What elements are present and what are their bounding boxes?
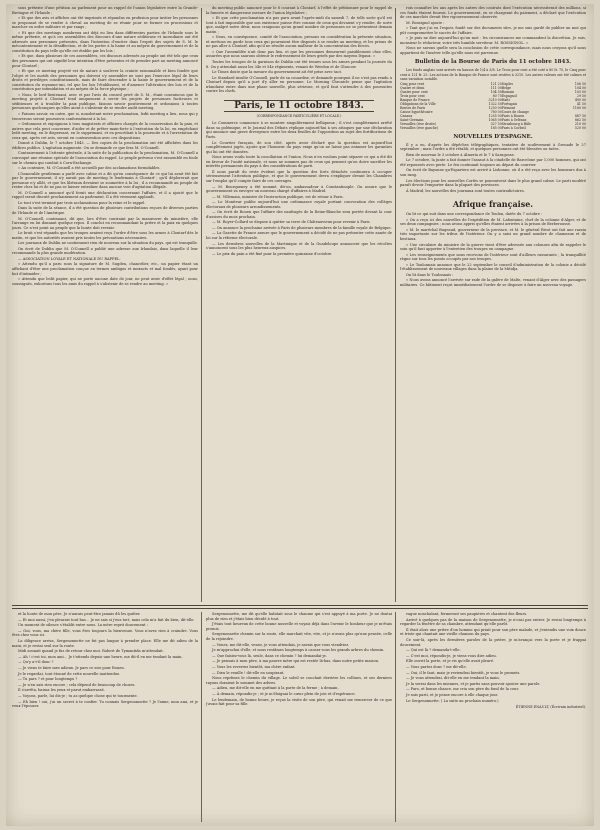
paragraph: « Nous avons annoncé l'arrivée sur rade de la galère de Malte, venant d'Alger avec des passagers militaires. Ce bâtiment reçut immédiatement l'ordre de se disposer à faire un nouveau voyage. xyxy=(400,278,586,287)
paragraph: « Nous, le lord-lieutenant, avec et par l'avis du conseil privé de S. M., étant convaincus que le meeting projeté à Clontarf tend uniquement à servir les projets de personnes factieuses et séditieuses et à troubler la paix publique, faisons savoir positivement et ordonnons à toutes personnes quelconques qu'elles aient à s'abstenir de se rendre audit meeting. xyxy=(12,92,198,111)
paragraph: — Et moi aussi, j'en pleurais tout bas… Je ne sais si j'eus tort, mais cela m'a fait du bien, dit-elle. xyxy=(18,617,195,622)
bourse-cell: 104 50 xyxy=(490,89,502,94)
paragraph: « Attendu que ledit papier, qui ne porte aucune date de jour, ne peut avoir d'effet légal ; nous, soussignés, exhortons tous les amis du rappel à s'abstenir de se rendre au meeting. » xyxy=(12,277,198,286)
paragraph: — Dieu le veuille ! dit-elle en soupirant. xyxy=(212,670,285,675)
espagne-heading: NOUVELLES D'ESPAGNE. xyxy=(453,133,533,140)
paragraph: Les journaux de Dublin ne contiennent rien de nouveau sur la situation du pays, qui est tranquille. xyxy=(18,241,198,246)
paragraph: L'honorable gentleman a parlé avec calme et a dit qu'en conséquence de ce qui lui avait été fait par le gouvernement, il n'y aurait pas de meeting le lendemain à Clontarf ; qu'il déplorerait que personne n'y allât, et que les libéraux devaient se soumettre à la loi ; il a recommandé au peuple de rester chez lui et de ne pas se laisser entraîner dans aucune voie d'agitation illégale. xyxy=(12,171,198,190)
bourse-cell: 1065 00 xyxy=(488,117,502,122)
paragraph: M. O'Connell a annoncé qu'il ferait une déclaration concernant l'affaire, et il a ajouté que le rappel serait discuté prochainement au parlement. Il a été vivement applaudi. xyxy=(12,190,198,200)
bourse-bulletin xyxy=(400,59,586,129)
bourse-cell: Quatre et demi xyxy=(400,85,425,90)
paragraph: — ASSOCIATION LOYALE ET NATIONALE DU RAPPEL. xyxy=(18,256,121,261)
bourse-cell: 1180 00 xyxy=(572,105,586,110)
paragraph: Un moment de silence s'établit entre nous. La mère reprit doucement : xyxy=(18,623,148,628)
paragraph: « Une circulaire du ministre de la guerre vient d'être adressée aux colonnes afin de rappeler le soin qu'il faut apporter à l'entretien des troupes en campagne. xyxy=(400,242,586,252)
feuilleton-column-1 xyxy=(12,612,198,822)
paragraph: Le Sergenonnette. ( La suite au prochain numéro.) xyxy=(406,698,499,703)
bourse-cell: 780 00 xyxy=(490,109,502,114)
feuilleton-column-2 xyxy=(206,612,392,822)
column-rule xyxy=(201,612,202,822)
bourse-cell: 185 00 xyxy=(490,125,502,130)
paragraph: du meeting public annoncé pour le 8 courant à Clontarf, à l'effet de pétitionner pour le rappel de la funeste et dangereuse mesure de l'union législative ; xyxy=(206,6,392,15)
paragraph: vague nonchalant, fermeront ses paupières et chantent des fleurs. xyxy=(406,612,528,616)
paragraph: « M. le maréchal Bugeaud, gouverneur de la province, et M. le général Rivot ont fait une razzia très importante sur les tribus de l'intérieur. On y a saisi un grand nombre de chameaux et de bestiaux. xyxy=(400,227,586,241)
paragraph: — Oui, il le faut, mais je reviendrai bientôt, je vous le promets. xyxy=(406,670,521,675)
bourse-cell: 103 00 xyxy=(574,89,586,94)
bourse-cell: Portugais xyxy=(501,101,518,106)
paragraph: Les élections pour les nouvelles Cortès se poursuivent dans le plus grand calme. Le parti modéré paraît devoir l'emporter dans la plupart des provinces. xyxy=(400,178,586,188)
paragraph: — À demain, répondis-je ; et je m'éloignai le cœur plein de joie et d'espérance. xyxy=(212,691,356,696)
paragraph: Nous reprîmes le chemin du village. Le soleil se couchait derrière les collines, et ses derniers rayons doraient le sommet des arbres. xyxy=(206,676,392,685)
bourse-cell: Espagnol xyxy=(501,93,517,98)
bourse-cell: Romain xyxy=(501,89,515,94)
bourse-cell: 887 50 xyxy=(574,113,586,118)
paragraph: — Vous partez donc ? me dit-elle. xyxy=(406,664,467,669)
column-rule xyxy=(395,8,396,602)
bourse-cell: Cinq pour cent xyxy=(400,81,425,86)
paragraph: « Les renseignements que nous recevons de l'intérieur sont d'ailleurs rassurants ; la tranquillité règne sur tous les points occupés par nos troupes. xyxy=(400,252,586,262)
bourse-cell: 490 00 xyxy=(574,97,586,102)
paragraph: Le Standard insulte O'Connell, parle de sa couardise, et demande pourquoi il ne s'est pas rendu à Clontarf depuis qu'il a juré d'y aller en personne. Le Morning Chronicle pense que l'agitation irlandaise entre dans une phase nouvelle, plus sérieuse, et qu'il faut s'attendre à des poursuites contre les chefs. xyxy=(206,75,392,94)
paragraph: « Et que des meetings nombreux ont déjà eu lieu dans différentes parties de l'Irlande sous le même prétexte, et qu'à ces assemblées des discours d'une nature séditieuse et incendiaire ont été adressés aux personnes présentes, dans l'intention d'exciter dans l'esprit des sujets de S. M. le mécontentement et la désaffection, et de les porter à la haine et au mépris du gouvernement et de la constitution du pays telle qu'elle est établie par les lois ; xyxy=(12,30,198,53)
paragraph: — Vous les reverrez bientôt, ma chère enfant. xyxy=(212,664,296,669)
paragraph: Je suis parti, et je pense encore à elle chaque jour. xyxy=(406,692,498,697)
paragraph: Arrivé à quelques pas de la maison de Sergenonnette, je n'osai pas entrer. Je restai longtemps à regarder la fenêtre de sa chambre, attendant qu'elle parût. xyxy=(400,617,586,627)
bourse-cell: Rentes de Paris xyxy=(400,105,426,110)
paragraph: — Que faisiez-vous là, seule, dans ce chemin ? lui demandai-je. xyxy=(212,653,327,658)
paragraph: Il était alors une prière d'un homme qui priait pour son père malade, et j'entendis une voix douce et triste qui chantait une vieille chanson du pays. xyxy=(400,627,586,637)
bourse-cell: Canaux xyxy=(400,113,413,118)
paragraph: Bien de nouveau le 3 octobre à Almería et le 7 à Saragosse. xyxy=(406,152,515,157)
paragraph: — Ah ! c'est toi, mon ami… Je t'attends depuis une heure, me dit-il en me tendant la main. xyxy=(18,654,183,659)
paragraph: « Au contraire, M. O'Connell a été accueilli par des acclamations formidables. xyxy=(18,166,161,171)
bourse-cell: 1255 00 xyxy=(488,113,502,118)
paragraph: — Je n'en sais rien encore ; cela dépend de beaucoup de choses. xyxy=(18,682,136,687)
signature: ÉTIENNE ENAULT, (Écrivain industriel). xyxy=(515,705,586,710)
paragraph: Sergenonnette chemin sur la route, elle marchait vite, vite, et je n'avais plus qu'une pensée, celle de la rejoindre. xyxy=(206,632,392,641)
bourse-cell: Paris à Rouen xyxy=(501,113,525,118)
paragraph: — Eh bien ! oui, j'ai un secret à te confier. Tu connais Sergenonnette ? Je l'aime, mon ami, et je veux l'épouser. xyxy=(12,699,198,709)
bourse-table xyxy=(400,82,586,130)
paragraph: — Tu pars ? et pour longtemps ? xyxy=(18,677,78,682)
paragraph: « On a reçu ici des nouvelles de l'expédition de M. Lafontaine, chef de la colonne d'Alger, et de ses deux compagnies ; nous avons appris qu'elles étaient arrivées à la prison de Berberousse. xyxy=(400,217,586,227)
bourse-cell: Banque de France xyxy=(400,97,430,102)
bourse-cell: Naples xyxy=(501,81,514,86)
paragraph: Le Commerce commence à se montrer singulièrement belliqueux ; il s'est complètement arrêté dans sa polémique, et le Journal des Débats réplique aujourd'hui à ses attaques par une déclaration qui annonce une grave divergence entre les deux feuilles de l'opposition au sujet des fortifications de Paris. xyxy=(206,121,392,140)
bourse-title: Bulletin de la Bourse de Paris du 11 octobre 1843. xyxy=(414,59,572,66)
paragraph: Le tout s'est terminé par trois acclamations pour la reine et le rappel. xyxy=(18,200,146,205)
paragraph: Il nous paraît du reste évident que la question des forts détachés continuera à occuper sérieusement l'attention publique, et que le gouvernement devra s'expliquer devant les Chambres sur l'emploi qu'il compte faire de ces ouvrages. xyxy=(206,169,392,183)
paragraph: Nous avons voulu toute la conciliation et l'union. Nous n'en voulons point séparer ce qui a été dit en faveur de l'unité nationale, et nous ne sommes pas de ceux qui pensent qu'on doive sacrifier les intérêts permanents du pays à des considérations de parti. xyxy=(206,155,392,169)
paragraph: Le lendemain, de bonne heure, je reçus la visite de son père, qui venait me remercier de ce que j'avais fait pour sa fille. xyxy=(206,697,392,707)
paragraph: Midi sonnait quand je fus de retour chez moi. Robert de Tymantida m'attendait. xyxy=(18,649,164,654)
paragraph: « Et que des avis et affiches ont été imprimés et répandus en profusion pour inviter les personnes se proposant de se rendre à cheval au meeting de se réunir pour se former en processions et marcher en ordre militaire et par rangs ; xyxy=(12,16,198,30)
bourse-intro: Les fonds anglais sont arrivés en hausse de 1/4 à 3/8. Le Trois pour cent a été coté à 80 fr. 75, le Cinq pour cent à 121 fr. 25. Les actions de la Banque de France sont restées à 3210. Les autres valeurs ont été calmes et sans variation notable. xyxy=(400,68,586,81)
paragraph: Contrairement à l'attente générale, à la suite de la publication de la proclamation, M. O'Connell a convoqué une réunion spéciale de l'association du rappel. Le peuple prévenu s'est rassemblé en foule sur le chemin qui conduit à Corn-Exchange. xyxy=(12,151,198,165)
bourse-cell: Versailles (rive droite) xyxy=(400,121,436,126)
paragraph: — Pars, et bonne chance, me cria son père du fond de la cour. xyxy=(406,687,519,692)
bourse-cell: 327 50 xyxy=(490,121,502,126)
paragraph: Je la serrai dans les miennes, et je partis sans pouvoir ajouter une parole. xyxy=(406,681,541,686)
bourse-cell: Saint-Germain xyxy=(400,117,424,122)
paragraph: — Je pensais à mon père, à ma pauvre mère qui est restée là-bas, dans notre petite maison. xyxy=(212,659,380,664)
bourse-cell: Paris à Corbeil xyxy=(501,125,526,130)
paragraph: « Que l'assemblée n'ait donc pas lieu, et que les personnes demeurent paisiblement chez elles, assurées que nous saurons obtenir le redressement de leurs griefs par des moyens légaux. » xyxy=(206,49,392,59)
paragraph: Ce soir-là, après les dernières paroles de la prière, je m'avançai vers la porte et je frappai doucement. xyxy=(400,637,586,647)
paragraph: — Qu'y a-t-il donc ? xyxy=(18,660,54,665)
paragraph: M. Rossignol ajoute : xyxy=(406,20,445,25)
paragraph: « Attendu qu'il a paru sous la signature de M. Sugden, chancelier, etc., un papier étant un affichant d'être une proclamation conçue en termes ambigus et inexacts et mal fondés, ayant pour but d'intimider ; xyxy=(12,262,198,276)
paragraph: — Je viens te faire mes adieux. Je pars ce soir pour Rouen. xyxy=(18,665,125,670)
bourse-cell: Belge xyxy=(501,85,511,90)
paragraph: On lit ce qui suit dans une correspondance de Toulon, datée du 7 octobre : xyxy=(406,212,543,217)
paragraph: — Le prix du pain a été fixé pour la première quinzaine d'octobre. xyxy=(212,251,333,256)
bourse-cell: Trois pour cent xyxy=(400,93,425,98)
bourse-cell: 104 00 xyxy=(574,85,586,90)
afrique-heading: Afrique française. xyxy=(452,199,534,210)
bourse-cell: 862 50 xyxy=(574,117,586,122)
paragraph: — Voyons, parle, lui dis-je ; tu as quelque chose qui te tourmente. xyxy=(18,693,138,698)
dateline: Paris, le 11 octobre 1843. xyxy=(206,100,392,112)
paragraph: — M. Villemain, ministre de l'instruction publique, est de retour à Paris. xyxy=(212,194,344,199)
paragraph: Nous ne savons quelle sera la conclusion de cette correspondance, mais nous croyons qu'il nous appartient de l'insérer telle qu'elle nous est parvenue. xyxy=(400,46,586,55)
column-3 xyxy=(400,6,586,288)
paragraph: La diligence arriva, Sergenonnette ne fut pas longue à prendre place. Elle me dit adieu de la main, et je restai seul sur la route. xyxy=(12,638,198,648)
column-rule xyxy=(201,8,202,602)
feuilleton-column-3 xyxy=(400,612,586,822)
paragraph: Le 7 octobre, la junte a fait donner l'assaut à la citadelle de Barcelone par 1,000 hommes, qui ont été repoussés avec perte. Le feu continuait toujours au départ du courrier. xyxy=(400,158,586,167)
bourse-cell: 80 75 xyxy=(492,93,502,98)
paragraph: Sergenonnette, me dit qu'elle habitait sous le chaume qui s'est appuyé à ma porte. Je ne doutai plus de rien et j'étais bien décidé à tout. xyxy=(206,612,392,621)
paragraph: « Et que ce meeting projeté est de nature à soulever la crainte raisonnable et bien fondée que l'objet et les motifs des personnes qui doivent s'y assembler ne sont pas l'exercice légal de leurs droits et privilèges constitutionnels, mais de faire descendre à la haine le gouvernement et de la constitution du royaume-uni, tel que les lois l'établissent, et d'amener l'altération des lois et de la constitution par intimidation et au mépris de la force physique ; xyxy=(12,69,198,92)
bourse-cell: Piémont xyxy=(501,105,516,110)
column-rule xyxy=(395,612,396,822)
bourse-cell: 210 00 xyxy=(574,121,586,126)
paragraph: Donné à Dublin, le 7 octobre 1843. — Des copies de la proclamation ont été affichées dans les édifices publics. L'agitation augmente. On se demande ce que fera M. O'Connell. xyxy=(12,141,198,150)
bourse-cell: 520 00 xyxy=(574,125,586,130)
paragraph: — M. Royer-Collard se dispose à quitter sa terre de Châteauvieux pour revenir à Paris. xyxy=(212,220,371,225)
paragraph: — M. Bourqueney a été nommé, dit-on, ambassadeur à Constantinople. On assure que le gouvernement va envoyer un nouveau chargé d'affaires à Madrid. xyxy=(206,184,392,194)
paragraph: Je m'approchai d'elle, et nous restâmes longtemps à causer sous les grands arbres du chemin. xyxy=(212,648,385,653)
paragraph: Le Courrier français, de son côté, après avoir déclaré que la question est aujourd'hui complètement jugée, ajoute que l'honneur du pays exige qu'on ne laisse pas entamer les garanties qui lui ont été données. xyxy=(206,140,392,154)
paragraph: Je le regardai, tout étonné de cette nouvelle inattendue. xyxy=(18,671,121,676)
paragraph: « Le Toulonnais annonce que le 22 septembre le conseil d'administration de la colonie a décidé l'établissement de nouveaux villages dans la plaine de la Mitidja. xyxy=(400,262,586,272)
paragraph: « Ordonnons et enjoignons à tous magistrats et officiers chargés de la conservation de la paix, et autres que cela peut concerner, d'aider et de prêter main-forte à l'exécution de la loi, en empêchant ledit meeting, en le dispersant, en le supprimant, et en procédant à la poursuite et à l'arrestation de ceux qui, après cet avis, seront en contravention avec ces dispositions. xyxy=(12,122,198,140)
paragraph: Il y a eu, d'après les dépêches télégraphiques, tentative de soulèvement à Grenade le 27 septembre ; mais l'ordre a été rétabli, et quelques personnes ont été blessées ou tuées. xyxy=(400,142,586,152)
paragraph: On écrit de Dublin que M. O'Connell a publié une adresse aux Irlandais, dans laquelle il leur recommande la plus grande modération. xyxy=(12,246,198,256)
paragraph: « Tant que j'ai eu l'espoir, fondé sur des documents sûrs, je me suis gardé de publier un mot qui pût compromettre le succès de l'affaire. xyxy=(400,26,586,35)
bourse-cell: 41 50 xyxy=(576,101,586,106)
paragraph: Le Times doute que la mesure du gouvernement ait été prise avec tact. xyxy=(212,70,343,75)
news-section xyxy=(6,4,594,604)
paragraph: Le bruit s'est répandu que les troupes avaient reçu l'ordre d'être sous les armes à Clontarf dès le matin, et que les autorités avaient pris toutes les précautions nécessaires. xyxy=(12,231,198,240)
paragraph: — Venez, me dit-elle, venez, je vous attendais, je savais que vous viendriez. xyxy=(212,642,350,647)
paragraph: On lit dans le Toulonnais : xyxy=(406,272,454,277)
paragraph: — Adieu, me dit-elle en me quittant à la porte de la ferme ; à demain. xyxy=(212,686,339,691)
paragraph: « Je puis ne dire aujourd'hui qu'un mot : les circonstances me commandent la discrétion. Je suis, monsieur le rédacteur, votre très humble serviteur. M. ROSSIGNOL. » xyxy=(400,36,586,45)
bourse-cell: 106 50 xyxy=(574,81,586,86)
paragraph: « Nous, en conséquence, comité de l'association, prenons en considération la présente situation, et mettons en garde tous ceux qui pourraient être disposés à se rendre au meeting, et les prions de ne pas aller à Clontarf, afin qu'il ne résulte aucun malheur de la concentration des forces. xyxy=(206,35,392,49)
paragraph: — Je vous attendrai, dit-elle en me tendant la main. xyxy=(406,676,500,681)
paragraph: Toutes les troupes de la garnison de Dublin ont été tenues sous les armes pendant la journée du 8. On y attendait aussi les 34e et 54e régiments, venant de Weedon et de Glascow. xyxy=(206,60,392,69)
newspaper-page xyxy=(6,4,594,826)
paragraph: À Madrid, les nouvelles des journaux sont toutes contradictoires. xyxy=(406,188,525,193)
bourse-row xyxy=(400,126,586,130)
paragraph: — C'est moi, répondis-je, je viens vous dire adieu. xyxy=(406,653,497,658)
column-1 xyxy=(12,6,198,287)
paragraph: J'étais tout heureux de cette bonne nouvelle et voyais déjà dans l'avenir le bonheur que je m'étais promis. xyxy=(206,622,392,631)
paragraph: « Faisons savoir, en outre, que si, nonobstant notre proclamation, ledit meeting a lieu, nous qui y trouverons seront poursuivis conformément à la loi. xyxy=(12,112,198,121)
bourse-cell: Haïti xyxy=(501,97,510,102)
bourse-cell: Caisse hypothécaire xyxy=(400,109,433,114)
column-2 xyxy=(206,6,392,257)
paragraph: — Oui, vous, ma chère fille, vous êtes toujours la bienvenue. Vous n'avez rien à craindre. Vous êtes chez vous ici. xyxy=(12,628,198,638)
paragraph: « Et que cette proclamation n'a pas paru avant l'après-midi du samedi 7, de telle sorte qu'il est tout à fait impossible que son existence puisse être connue de ceux qui devaient s'y rendre, de sorte que, malgré notre désir, nous craignons qu'un grand nombre de personnes ne se présentent demain matin ; xyxy=(206,16,392,34)
bourse-cell: 3210 00 xyxy=(488,97,502,102)
bourse-cell: 29 50 xyxy=(576,93,586,98)
paragraph: — On annonce la prochaine arrivée à Paris de plusieurs membres de la famille royale de Belgique. xyxy=(212,225,392,230)
paragraph: Elle ouvrit la porte, et je vis qu'elle avait pleuré. xyxy=(406,659,495,664)
bourse-cell: 1250 00 xyxy=(488,105,502,110)
bourse-cell: Strasbourg à Bâle xyxy=(501,121,531,126)
paragraph: et la honte de mon père. Je n'aurais peut-être jamais dû les quitter. xyxy=(18,612,141,616)
paragraph: — Les dernières nouvelles de la Martinique et de la Guadeloupe annoncent que les récoltes s'annoncent sous les plus heureux auspices. xyxy=(206,241,392,251)
paragraph: — On écrit de Rouen que l'affaire des naufragés de la Reine-Blanche sera portée devant la cour d'assises du mois prochain. xyxy=(206,210,392,219)
feuilleton-divider xyxy=(12,605,588,609)
paragraph: rois connaître les uns après les autres des contrats dont l'exécution nécessiterait des millions, si ces fonds étaient fournis. Le gouvernement, en se chargeant du paiement, a déclaré que l'exécution de ces marchés devait être rigoureusement observée. xyxy=(400,6,586,20)
paragraph: « Et que, dans plusieurs de ces assemblées, ces discours adressés au peuple ont été tels que ceux des personnes qui ont signifié leur intention d'être présentes et de prendre part au meeting annoncé pour Clontarf ; xyxy=(12,54,198,68)
paragraph: M. O'Connell, continuant, dit que, lors d'être contraint par la manœuvre du ministère, elle l'arrange en lui donnant quelque repos. Il conclut en recommandant la prière et la paix en quelques jours. Ce n'est point au peuple que la honte doit revenir. xyxy=(12,216,198,230)
bourse-cell: Obligations de la Ville xyxy=(400,101,436,106)
paragraph: Il s'arrêta, baissa les yeux et parut embarrassé. xyxy=(18,688,105,693)
bourse-cell: Cours de change xyxy=(501,109,529,114)
paragraph: — Qui est là ? demanda-t-elle. xyxy=(406,648,461,653)
paragraph: On écrit de Bayonne qu'Espartero est arrivé à Lisbonne, où il a été reçu avec les honneurs dus à son rang. xyxy=(400,168,586,178)
dateline-subtitle: (CORRESPONDANCE PARTICULIÈRE ET LOCALE.) xyxy=(256,113,342,118)
bourse-cell: 121 25 xyxy=(490,81,502,86)
bourse-cell: Quatre pour cent xyxy=(400,89,428,94)
bourse-cell: Versailles (rive gauche) xyxy=(400,125,438,130)
paragraph: — Le Moniteur publie aujourd'hui une ordonnance royale portant convocation des collèges électoraux de plusieurs arrondissements. xyxy=(206,200,392,209)
paragraph: — La Gazette de France assure que le gouvernement a décidé de ne pas présenter cette année de loi sur la réforme électorale. xyxy=(206,231,392,240)
bourse-cell: 111 00 xyxy=(490,85,502,90)
paragraph: Dans la suite de la séance, il a été question de plusieurs contributions reçues de diverses parties de l'Irlande et de l'Amérique. xyxy=(12,206,198,215)
paragraph: sous prétexte d'une pétition au parlement pour un rappel de l'union législative entre la Grande-Bretagne et l'Irlande ; xyxy=(12,6,198,15)
bourse-cell: Paris à Orléans xyxy=(501,117,527,122)
bourse-cell: 1322 50 xyxy=(488,101,502,106)
